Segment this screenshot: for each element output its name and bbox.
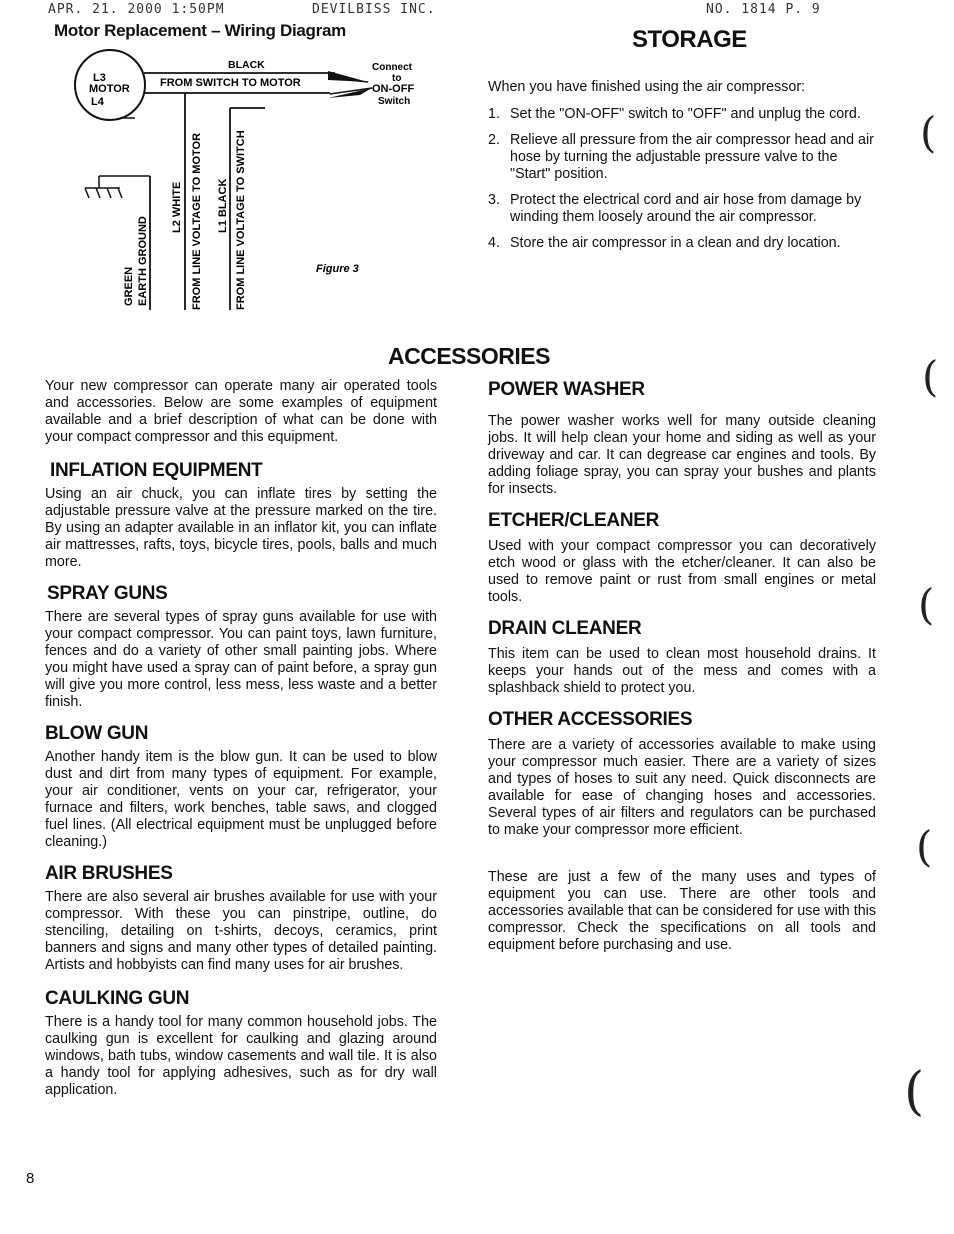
storage-steps (488, 106, 876, 252)
svg-text:GREEN: GREEN (123, 266, 135, 306)
svg-text:EARTH GROUND: EARTH GROUND (137, 216, 149, 306)
blow-gun-heading: BLOW GUN (45, 723, 149, 744)
spray-guns-text: There are several types of spray guns available for use with your compact compressor. You can paint toys, lawn furniture, fences and do a variety of other small painting jobs. Where you might have used a spray can of paint before, a spray gun will give you more control, less mess, less waste and a better finish. (45, 609, 437, 710)
motor-l3-label: L3 (93, 72, 106, 84)
spray-guns-heading: SPRAY GUNS (47, 583, 168, 604)
svg-text:L2 WHITE: L2 WHITE (171, 181, 183, 233)
blow-gun-text: Another handy item is the blow gun. It can be used to blow dust and dirt from many types of equipment. For example, your air conditioner, vents on your car, refrigerator, your furnace and filters, work benches, table saws, and clogged fuel lines. (All electrical equipment must be unplugged before cleaning.) (45, 749, 437, 850)
accessories-left-column (45, 378, 437, 1099)
accessories-title: ACCESSORIES (388, 343, 550, 369)
storage-step: 2. Relieve all pressure from the air compressor head and air hose by turning the adjustable pressure valve to the "Start" position. (488, 132, 874, 182)
binder-ring-mark: ( (904, 1062, 925, 1122)
air-brushes-text: There are also several air brushes available for use with your compressor. With these you can pinstripe, outline, do stenciling, detailing on t-shirts, decoys, ceramics, print banners and signs and many other types of detailed painting. Artists and hobbyists can find many uses for air brushes. (45, 889, 437, 973)
diagram-title: Motor Replacement – Wiring Diagram (54, 21, 346, 40)
page-number: 8 (26, 1170, 35, 1187)
fax-header-sender: DEVILBISS INC. (312, 2, 436, 17)
accessories-intro: Your new compressor can operate many air operated tools and accessories. Below are some examples of equipment available and a brief description of what can be done with your compact compressor and this equipment. (45, 378, 437, 445)
label-line-to-switch (235, 130, 247, 310)
fax-header-page: NO. 1814 P. 9 (706, 2, 821, 17)
other-accessories-heading: OTHER ACCESSORIES (488, 709, 693, 730)
binder-ring-mark: ( (920, 108, 937, 157)
wire-black-label: BLACK (228, 59, 265, 71)
binder-ring-mark: ( (916, 822, 933, 871)
air-brushes-heading: AIR BRUSHES (45, 863, 173, 884)
etcher-cleaner-heading: ETCHER/CLEANER (488, 510, 660, 531)
motor-l4-label: L4 (91, 96, 104, 108)
fax-header-date: APR. 21. 2000 1:50PM (48, 2, 225, 17)
wiring-diagram (60, 48, 440, 318)
label-green (123, 267, 135, 306)
storage-step: 1. Set the "ON-OFF" switch to "OFF" and unplug the cord. (488, 106, 861, 122)
label-line-to-motor (191, 133, 203, 310)
accessories-right-column (488, 379, 876, 954)
label-l2-white (171, 182, 183, 233)
caulking-gun-text: There is a handy tool for many common household jobs. The caulking gun is excellent for caulking and glazing around windows, bath tubs, window casements and wall tile. It is also a handy tool for applying adhesives, such as for dry wall application. (45, 1014, 437, 1098)
drain-cleaner-heading: DRAIN CLEANER (488, 618, 642, 639)
label-l1-black (217, 179, 229, 233)
label-earth-ground (137, 216, 149, 306)
connect-label-1: Connect (372, 62, 412, 73)
storage-step: 3. Protect the electrical cord and air hose from damage by winding them loosely around the air compressor. (488, 192, 862, 225)
binder-ring-mark: ( (922, 352, 939, 401)
etcher-cleaner-text: Used with your compact compressor you can decoratively etch wood or glass with the etcher/cleaner. It can also be used to remove paint or rust from small engines or metal tools. (488, 538, 876, 605)
storage-section (488, 79, 876, 261)
connect-label-3: ON-OFF (372, 83, 415, 95)
drain-cleaner-text: This item can be used to clean most household drains. It keeps your hands out of the mess and comes with a splashback shield to protect you. (488, 646, 876, 696)
connect-label-2: to (392, 73, 402, 84)
power-washer-heading: POWER WASHER (488, 379, 645, 400)
connect-label-4: Switch (378, 96, 411, 107)
storage-step: 4. Store the air compressor in a clean and dry location. (488, 235, 841, 251)
binder-ring-mark: ( (918, 580, 935, 629)
ground-symbol (85, 176, 150, 198)
power-washer-text: The power washer works well for many outside cleaning jobs. It will help clean your home and siding as well as your driveway and car. It can degrease car engines and tools. By adding foliage spray, you can spray your bushes and plants for insects. (488, 413, 876, 497)
svg-text:FROM LINE VOLTAGE TO SWITCH: FROM LINE VOLTAGE TO SWITCH (235, 130, 247, 310)
storage-title: STORAGE (632, 26, 747, 53)
svg-text:FROM LINE VOLTAGE TO MOTOR: FROM LINE VOLTAGE TO MOTOR (191, 132, 203, 310)
motor-label: MOTOR (89, 83, 130, 95)
figure-caption: Figure 3 (316, 263, 359, 275)
caulking-gun-heading: CAULKING GUN (45, 988, 190, 1009)
accessories-closing: These are just a few of the many uses and types of equipment you can use. There are other tools and accessories available that can be considered for use with this compressor. Check the specifications on all tools and equipment before purchasing and use. (488, 869, 876, 953)
other-accessories-text: There are a variety of accessories available to make using your compressor much easier. There are a variety of sizes and types of hoses to suit any need. Quick disconnects are available for ease of changing hoses and accessories. Several types of air filters and regulators can be purchased to make your compressor more efficient. (488, 737, 876, 838)
inflation-heading: INFLATION EQUIPMENT (50, 460, 263, 481)
inflation-text: Using an air chuck, you can inflate tires by setting the adjustable pressure valve at the pressure marked on the tire. By using an adapter available in an inflator kit, you can inflate air mattresses, rafts, toys, bicycle tires, pools, balls and much more. (45, 486, 437, 570)
svg-text:L1 BLACK: L1 BLACK (217, 178, 229, 233)
wire-switch-to-motor-label: FROM SWITCH TO MOTOR (160, 77, 301, 89)
storage-intro: When you have finished using the air compressor: (488, 79, 806, 95)
